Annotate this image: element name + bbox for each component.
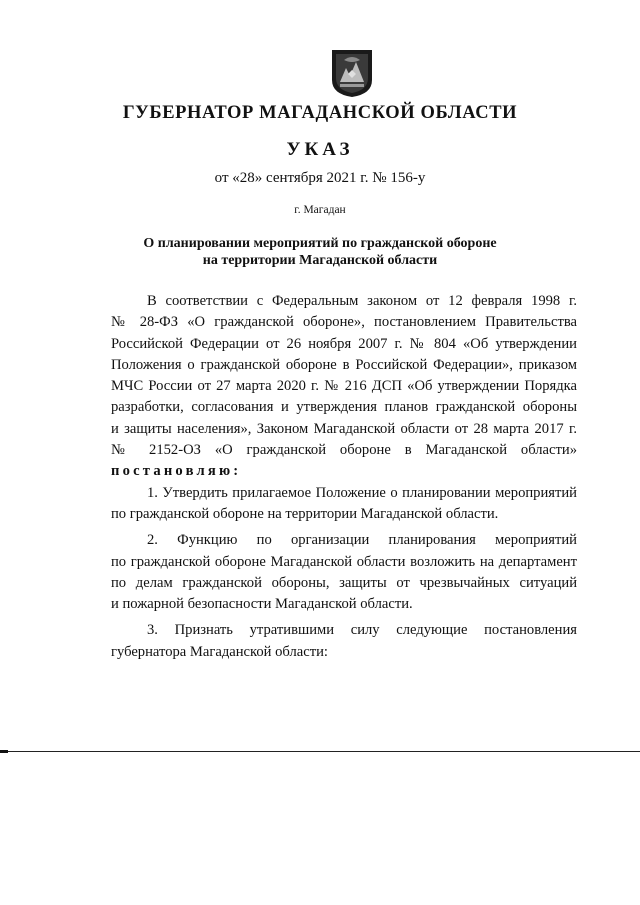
preamble-line: № 2152-ОЗ «О гражданской обороне в Магаданской области»: [111, 442, 577, 459]
item-2-line: по гражданской обороне Магаданской области возложить на департамент: [111, 553, 577, 570]
item-3-line: губернатора Магаданской области:: [111, 643, 328, 660]
preamble-line: В соответствии с Федеральным законом от 12 февраля 1998 г.: [147, 293, 577, 309]
item-2-line: и пожарной безопасности Магаданской области.: [111, 596, 413, 613]
title-line-2: на территории Магаданской области: [202, 253, 438, 268]
item-1-line: 1. Утвердить прилагаемое Положение о планировании мероприятий: [147, 484, 577, 501]
preamble-line: МЧС России от 27 марта 2020 г. № 216 ДСП «Об утверждении Порядка: [111, 378, 577, 395]
preamble-line: и защиты населения», Законом Магаданской области от 28 марта 2017 г.: [111, 420, 577, 437]
date-number-line: от «28» сентября 2021 г. № 156-у: [214, 170, 426, 186]
preamble-line: Российской Федерации от 26 ноября 2007 г. № 804 «Об утверждении: [111, 335, 577, 352]
item-2-line: по делам гражданской обороны, защиты от чрезвычайных ситуаций: [111, 574, 577, 591]
resolve-word: постановляю:: [111, 463, 242, 480]
coat-of-arms-icon: [330, 48, 374, 98]
item-2-line: 2. Функцию по организации планирования мероприятий: [147, 532, 577, 549]
preamble-line: Положения о гражданской обороне в Российской Федерации», приказом: [111, 356, 577, 373]
item-3-line: 3. Признать утратившими силу следующие постановления: [147, 622, 577, 639]
item-1-line: по гражданской обороне на территории Магаданской области.: [111, 505, 499, 522]
preamble-block: [111, 291, 577, 663]
title-line-1: О планировании мероприятий по гражданской обороне: [143, 236, 497, 251]
document-type-heading: УКАЗ: [286, 139, 354, 160]
city-line: г. Магадан: [294, 204, 346, 216]
horizontal-rule: [8, 751, 640, 752]
preamble-line: № 28-ФЗ «О гражданской обороне», постановлением Правительства: [111, 314, 577, 331]
document-title: [0, 235, 640, 269]
authority-heading: ГУБЕРНАТОР МАГАДАНСКОЙ ОБЛАСТИ: [122, 103, 518, 123]
page-edge-mark: [0, 750, 8, 753]
preamble-line: разработки, согласования и утверждения планов гражданской обороны: [111, 399, 577, 416]
